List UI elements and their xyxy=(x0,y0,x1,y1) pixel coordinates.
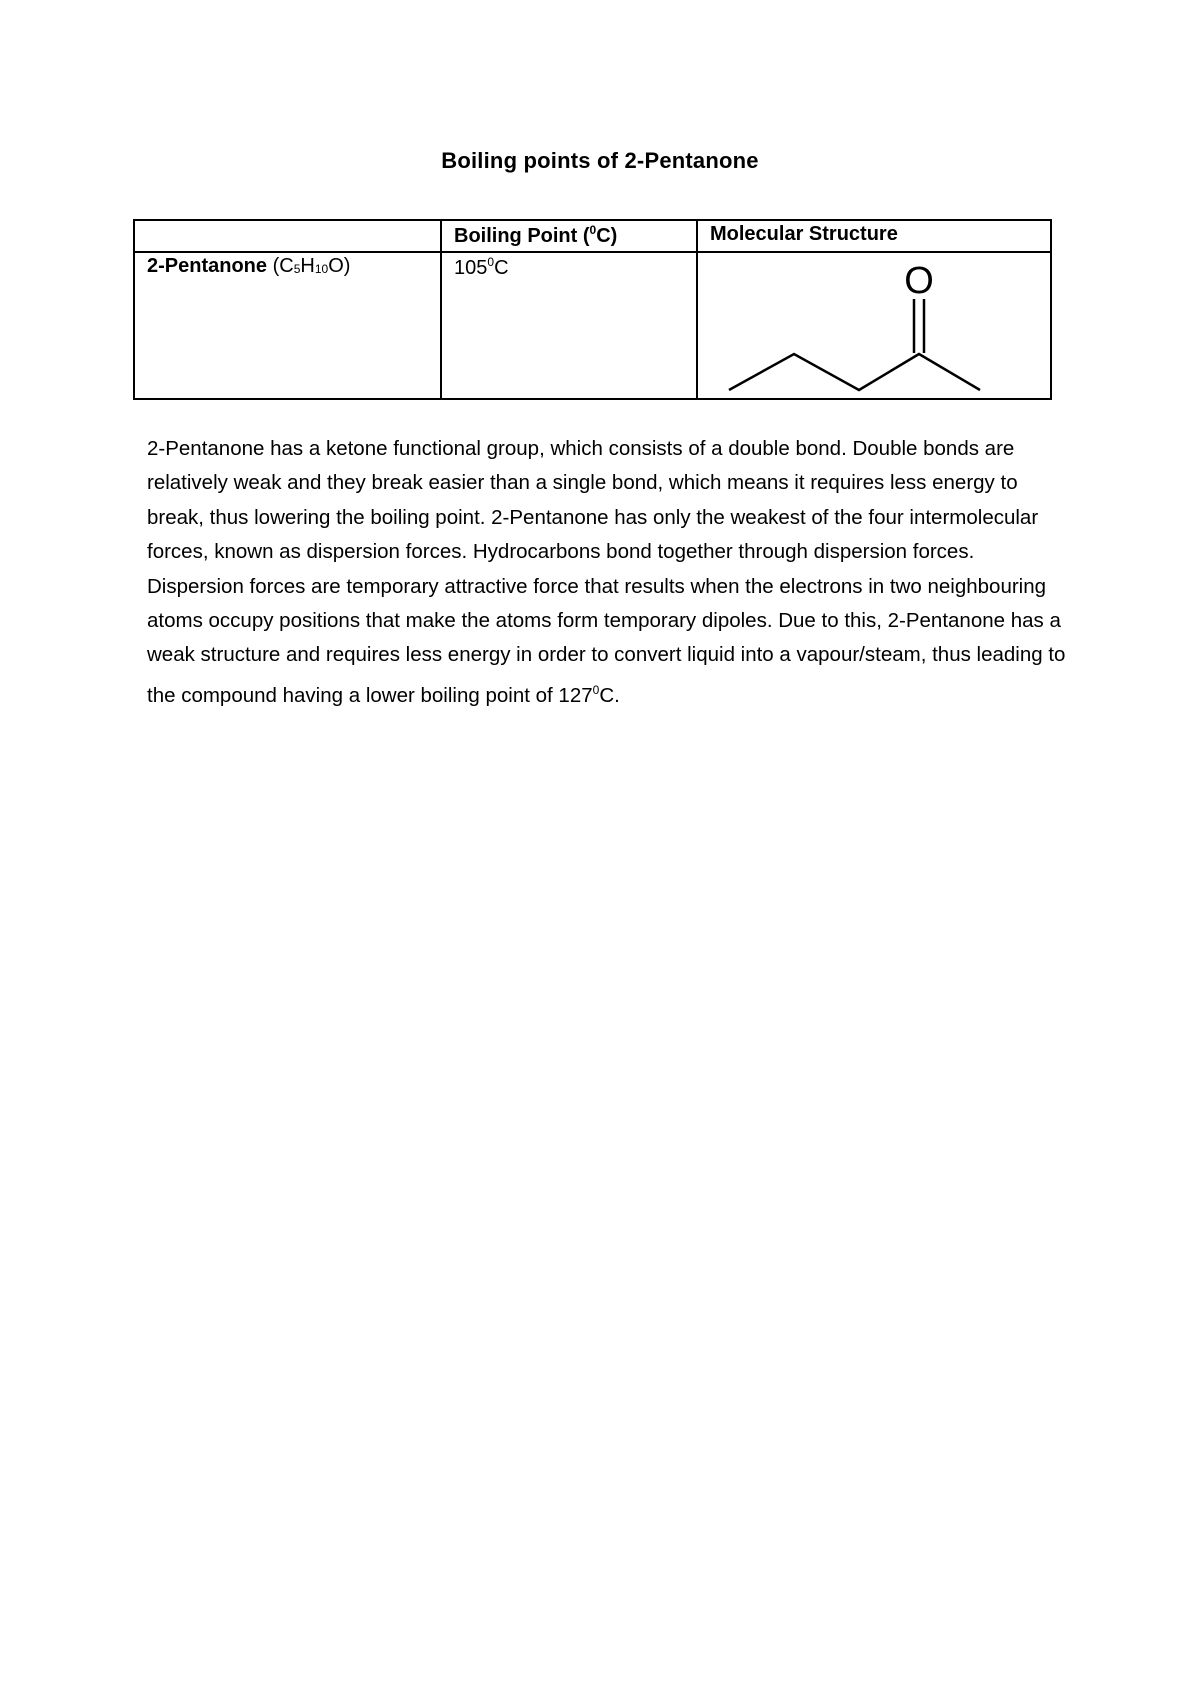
boiling-point-degree-sup: 0 xyxy=(487,255,495,269)
boiling-point-value: 105 xyxy=(454,257,488,279)
molecular-structure-diagram xyxy=(698,253,1050,398)
explanation-text: 2-Pentanone has a ketone functional group, which consists of a double bond. Double bonds are relatively weak and they break easier than a single bond, which means it requires less energy to break, thus lowering the boiling point. 2-Pentanone has only the weakest of the four intermolecular forces, known as dispersion forces. Hydrocarbons bond together through dispersion forces. Dispersion forces are temporary attractive force that results when the electrons in two neighbouring atoms occupy positions that make the atoms form temporary dipoles. Due to this, 2-Pentanone has a weak structure and requires less energy in order to convert liquid into a vapour/steam, thus leading to the compound having a lower boiling point of 127 xyxy=(147,437,1066,707)
header-boiling-point-unit: C) xyxy=(596,225,618,247)
header-cell-empty xyxy=(134,220,441,252)
formula-open: (C xyxy=(267,255,294,277)
formula-sub-carbon: 5 xyxy=(293,262,301,276)
table-row xyxy=(134,252,1051,399)
boiling-point-unit: C xyxy=(494,257,509,279)
header-cell-molecular-structure: Molecular Structure xyxy=(697,220,1051,252)
compound-cell xyxy=(134,252,441,399)
header-boiling-point-text: Boiling Point ( xyxy=(454,225,590,247)
formula-hydrogen: H xyxy=(300,255,315,277)
explanation-degree-sup: 0 xyxy=(592,682,600,697)
formula-sub-hydrogen: 10 xyxy=(314,262,329,276)
molecular-structure-cell xyxy=(697,252,1051,399)
boiling-point-table xyxy=(133,219,1052,400)
oxygen-atom-label: O xyxy=(904,260,934,302)
header-cell-boiling-point xyxy=(441,220,697,252)
carbon-chain-skeleton xyxy=(729,354,980,390)
explanation-end-text: C. xyxy=(599,683,620,707)
table-header-row xyxy=(134,220,1051,252)
compound-name: 2-Pentanone xyxy=(147,255,268,277)
explanation-paragraph xyxy=(147,432,1067,713)
boiling-point-cell xyxy=(441,252,697,399)
formula-close: O) xyxy=(328,255,351,277)
page-title: Boiling points of 2-Pentanone xyxy=(441,148,759,173)
header-degree-sup: 0 xyxy=(589,223,597,237)
